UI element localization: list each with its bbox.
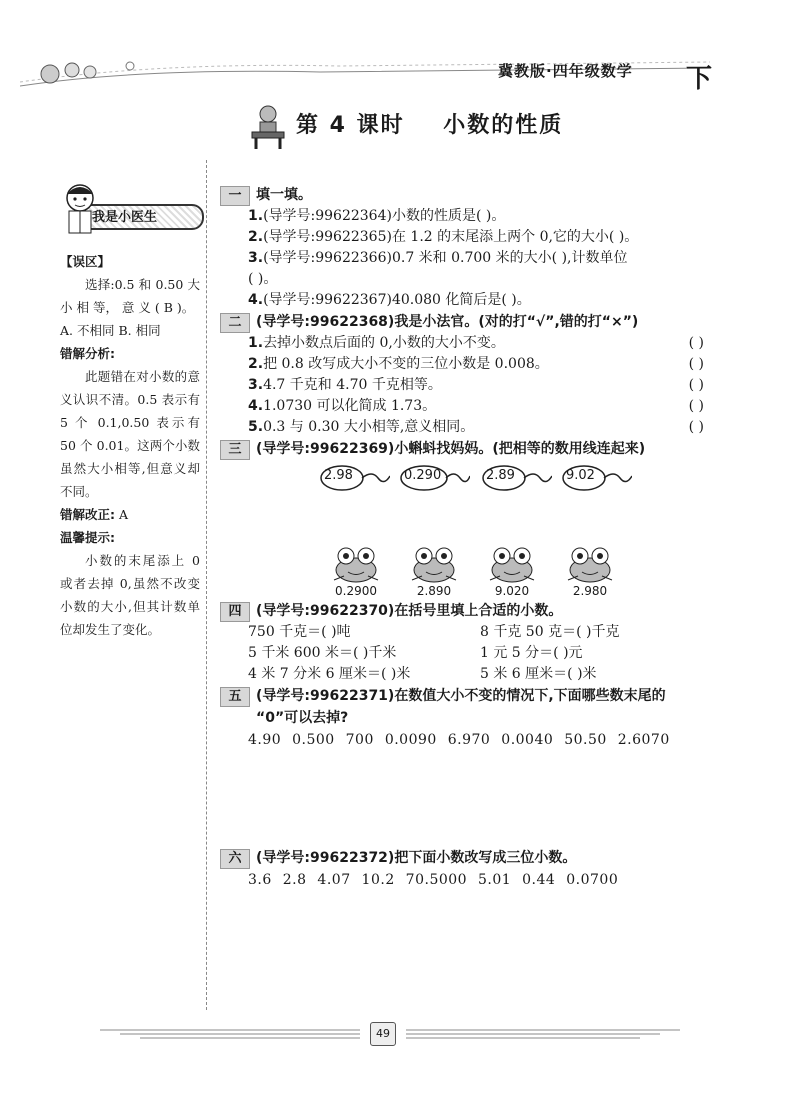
frog-2-value: 2.890 (416, 584, 452, 598)
s1-item-4-text: (导学号:99622367)40.080 化简后是( )。 (263, 292, 531, 308)
grade-label: 四年级数学 (552, 62, 633, 80)
section-3-title: (导学号:99622369)小蝌蚪找妈妈。(把相等的数用线连起来) (256, 441, 646, 457)
s1-item-3-cont-text: ( )。 (248, 271, 278, 287)
section-1-heading (220, 184, 710, 206)
s2-item-1-num: 1. (248, 335, 264, 351)
frog-icon[interactable] (406, 546, 462, 584)
conversion-1: 750 千克＝( )吨 (248, 624, 351, 640)
matching-exercise (240, 460, 640, 600)
section-4-number: 四 (220, 602, 250, 622)
header-edition (498, 60, 633, 81)
problem-text: 选择:0.5 和 0.50 大 小 相 等， 意 义 ( B )。 (60, 277, 200, 315)
correction-head: 错解改正: (60, 507, 115, 522)
tadpole-3-value: 2.89 (486, 468, 515, 483)
analysis-text: 此题错在对小数的意义认识不清。0.5 表示有 5 个 0.1,0.50 表示有 50 个 0.01。这两个小数虽然大小相等,但意义却不同。 (60, 369, 200, 499)
s1-item-2 (220, 227, 710, 248)
tadpole-2[interactable] (400, 464, 470, 492)
doctor-badge (60, 180, 200, 242)
main-content (220, 184, 710, 891)
s1-item-1-text: (导学号:99622364)小数的性质是( )。 (263, 208, 506, 224)
frog-icon[interactable] (484, 546, 540, 584)
s2-item-1 (220, 333, 710, 354)
tip-text: 小数的末尾添上 0 或者去掉 0,虽然不改变小数的大小,但其计数单位却发生了变化。 (60, 553, 200, 637)
section-3-number: 三 (220, 440, 250, 460)
section-2-title: (导学号:99622368)我是小法官。(对的打“√”,错的打“×”) (256, 314, 639, 330)
frog-4-value: 2.980 (572, 584, 608, 598)
section-2-number: 二 (220, 313, 250, 333)
section-6-title: (导学号:99622372)把下面小数改写成三位小数。 (256, 850, 577, 866)
conversion-4: 1 元 5 分＝( )元 (480, 645, 583, 661)
conversion-grid (220, 622, 710, 685)
s2-item-4-text: 1.0730 可以化简成 1.73。 (263, 398, 437, 414)
s2-item-2-text: 把 0.8 改写成大小不变的三位小数是 0.008。 (263, 356, 549, 372)
s2-item-5-num: 5. (248, 419, 264, 435)
tadpole-2-value: 0.290 (404, 468, 442, 483)
s2-item-2-answer: ( ) (688, 356, 704, 372)
s1-item-3-text: (导学号:99622366)0.7 米和 0.700 米的大小( ),计数单位 (263, 250, 628, 266)
section-3-heading (220, 438, 710, 460)
conversion-2: 8 千克 50 克＝( )千克 (480, 624, 620, 640)
tadpole-3[interactable] (482, 464, 552, 492)
frog-icon[interactable] (562, 546, 618, 584)
s2-item-3-answer: ( ) (688, 377, 704, 393)
s2-item-2-num: 2. (248, 356, 264, 372)
s2-item-5-text: 0.3 与 0.30 大小相等,意义相同。 (263, 419, 475, 435)
s1-item-2-text: (导学号:99622365)在 1.2 的末尾添上两个 0,它的大小( )。 (263, 229, 639, 245)
s2-item-3-num: 3. (248, 377, 264, 393)
s1-item-3 (220, 248, 710, 269)
misconception-head: 【误区】 (60, 254, 111, 269)
options-text: A. 不相同 B. 相同 (60, 323, 161, 338)
section-5-heading (220, 685, 710, 707)
s2-item-4-answer: ( ) (688, 398, 704, 414)
s1-item-3-num: 3. (248, 250, 264, 266)
edition-label: 冀教版· (498, 62, 553, 80)
s2-item-1-answer: ( ) (688, 335, 704, 351)
s2-item-5 (220, 417, 710, 438)
s1-item-1 (220, 206, 710, 227)
section-4-heading (220, 600, 710, 622)
s2-item-4-num: 4. (248, 398, 264, 414)
page-number: 49 (370, 1022, 396, 1046)
lesson-title: 第 4 课时 小数的性质 (296, 113, 564, 138)
section-5-title: (导学号:99622371)在数值大小不变的情况下,下面哪些数末尾的 (256, 688, 666, 704)
teacher-desk-icon (248, 104, 288, 150)
section-5-heading-cont (220, 707, 710, 729)
s1-item-4 (220, 290, 710, 311)
conversion-3: 5 千米 600 米＝( )千米 (248, 645, 397, 661)
tadpole-4[interactable] (562, 464, 632, 492)
section-1-title: 填一填。 (256, 187, 312, 203)
tadpole-4-value: 9.02 (566, 468, 595, 483)
frog-1-value: 0.2900 (335, 584, 377, 598)
s2-item-3 (220, 375, 710, 396)
s2-item-5-answer: ( ) (688, 419, 704, 435)
correction-value: A (118, 507, 129, 522)
volume-label: 下 (686, 64, 713, 94)
conversion-5: 4 米 7 分米 6 厘米＝( )米 (248, 666, 411, 682)
tadpole-1-value: 2.98 (324, 468, 353, 483)
badge-label: 我是小医生 (92, 210, 158, 225)
section-6-number: 六 (220, 849, 250, 869)
s2-item-1-text: 去掉小数点后面的 0,小数的大小不变。 (263, 335, 505, 351)
s2-item-2 (220, 354, 710, 375)
section-6-heading (220, 847, 710, 869)
analysis-head: 错解分析: (60, 346, 115, 361)
s2-item-3-text: 4.7 千克和 4.70 千克相等。 (263, 377, 442, 393)
s1-item-2-num: 2. (248, 229, 264, 245)
sidebar (60, 180, 200, 641)
tip-head: 温馨提示: (60, 530, 115, 545)
s1-item-4-num: 4. (248, 292, 264, 308)
s1-item-1-num: 1. (248, 208, 264, 224)
tadpole-1[interactable] (320, 464, 390, 492)
section-5-number: 五 (220, 687, 250, 707)
frog-3-value: 9.020 (494, 584, 530, 598)
conversion-6: 5 米 6 厘米＝( )米 (480, 666, 597, 682)
footer-decoration (100, 1024, 700, 1044)
s1-item-3-cont (220, 269, 710, 290)
s2-item-4 (220, 396, 710, 417)
answer-space (220, 751, 710, 847)
section-2-heading (220, 311, 710, 333)
column-divider (206, 160, 207, 1010)
frog-icon[interactable] (328, 546, 384, 584)
section-5-title-cont: “0”可以去掉? (256, 710, 349, 726)
section-5-numbers: 4.90 0.500 700 0.0090 6.970 0.0040 50.50 2.6070 (248, 732, 670, 748)
section-1-number: 一 (220, 186, 250, 206)
section-6-numbers: 3.6 2.8 4.07 10.2 70.5000 5.01 0.44 0.0700 (248, 872, 619, 888)
section-4-title: (导学号:99622370)在括号里填上合适的小数。 (256, 603, 563, 619)
